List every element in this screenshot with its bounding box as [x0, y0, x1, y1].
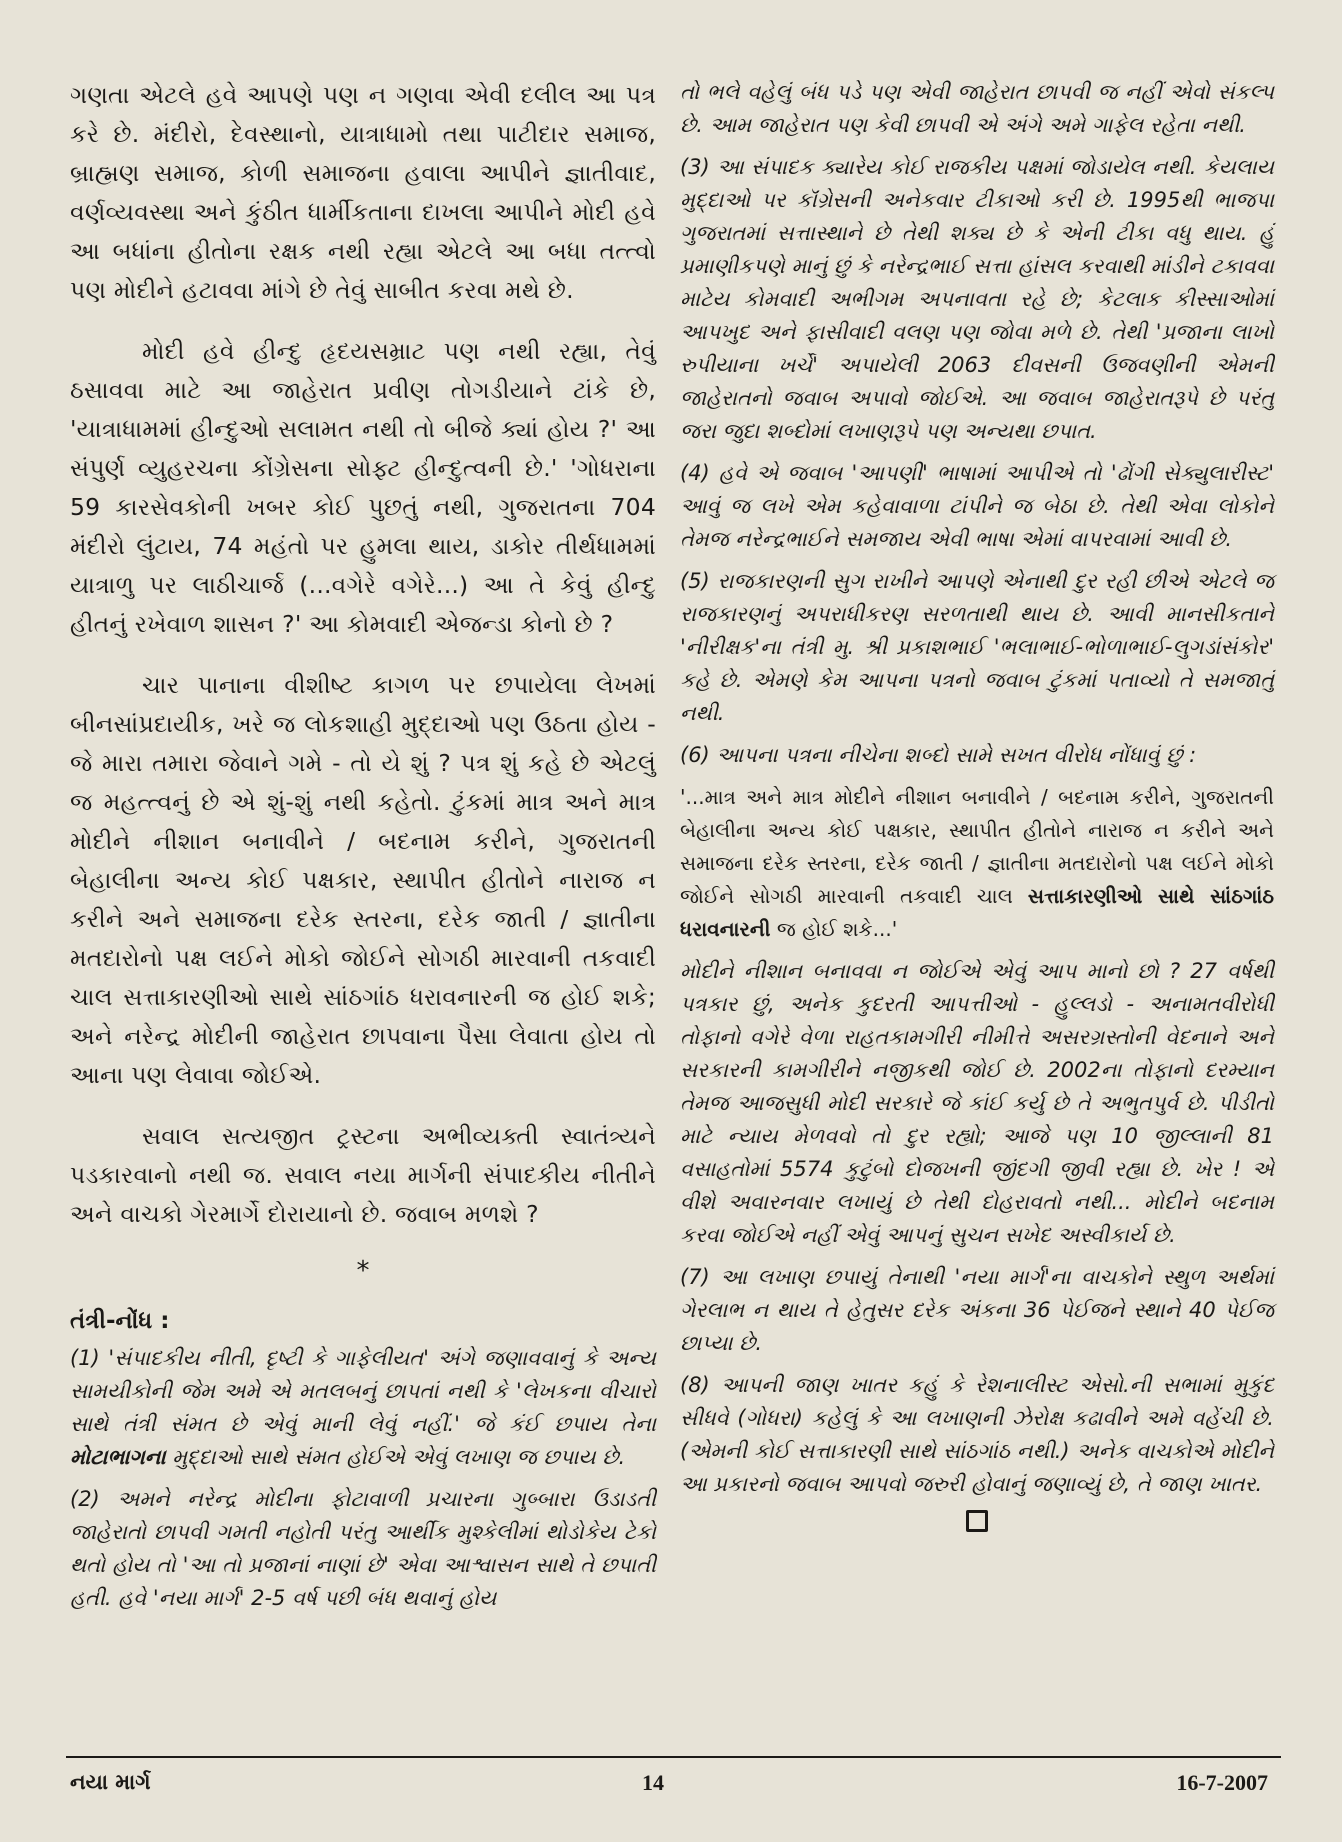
editor-note-1 [70, 1342, 656, 1474]
footer-divider [66, 1756, 1281, 1758]
editor-note-emphasis: મોટાભાગના [70, 1445, 166, 1469]
body-paragraph: ગણતા એટલે હવે આપણે પણ ન ગણવા એવી દલીલ આ પત્ર કરે છે. મંદીરો, દેવસ્થાનો, યાત્રાધામો તથા પાટીદાર સમાજ, બ્રાહ્મણ સમાજ, કોળી સમાજના હવાલા આપીને જ્ઞાતીવાદ, વર્ણવ્યવસ્થા અને કુંઠીત ધાર્મીકતાના દાખલા આપીને મોદી હવે આ બધાંના હીતોના રક્ષક નથી રહ્યા એટલે આ બધા તત્ત્વો પણ મોદીને હટાવવા માંગે છે તેવું સાબીત કરવા મથે છે. [70, 81, 656, 304]
body-paragraph: મોદી હવે હીન્દુ હૃદયસમ્રાટ પણ નથી રહ્યા, તેવું ઠસાવવા માટે આ જાહેરાત પ્રવીણ તોગડીયાને ટાંકે છે, 'યાત્રાધામમાં હીન્દુઓ સલામત નથી તો બીજે ક્યાં હોય ?' આ સંપુર્ણ વ્યુહરચના કોંગ્રેસના સોફ્ટ હીન્દુત્વની છે.' 'ગોધરાના 59 કારસેવકોની ખબર કોઈ પુછતું નથી, ગુજરાતના 704 મંદીરો લુંટાય, 74 મહંતો પર હુમલા થાય, ડાકોર તીર્થધામમાં યાત્રાળુ પર લાઠીચાર્જ (...વગેરે વગેરે...) આ તે કેવું હીન્દુ હીતનું રખેવાળ શાસન ?' આ કોમવાદી એજન્ડા કોનો છે ? [70, 337, 656, 638]
issue-date: 16-7-2007 [1176, 1770, 1268, 1795]
quote-text: જ હોઈ શકે...' [770, 917, 898, 941]
editor-note-8: (8) આપની જાણ ખાતર કહું કે રેશનાલીસ્ટ એસો.ની સભામાં મુકુંદ સીધવે (ગોધરા) કહેલું કે આ લખાણની ઝેરોક્ષ કઢાવીને અમે વહેંચી છે. (એમની કોઈ સત્તાકારણી સાથે સાંઠગાંઠ નથી.) અનેક વાચકોએ મોદીને આ પ્રકારનો જવાબ આપવો જરુરી હોવાનું જણાવ્યું છે, તે જાણ ખાતર. [680, 1373, 1274, 1496]
end-mark-icon [966, 1510, 988, 1532]
editor-note-text: (1) 'સંપાદકીય નીતી, દૃષ્ટી કે ગાફેલીયત' અંગે જણાવવાનું કે અન્ય સામયીકોની જેમ અમે એ મતલબનું છાપતાં નથી કે 'લેખકના વીચારો સાથે તંત્રી સંમત છે એવું માની લેવું નહીં.' જે કંઈ છપાય તેના [70, 1346, 656, 1436]
editor-note-6: (6) આપના પત્રના નીચેના શબ્દો સામે સખત વીરોધ નોંધાવું છું : [680, 743, 1197, 767]
body-paragraph: ચાર પાનાના વીશીષ્ટ કાગળ પર છપાયેલા લેખમાં બીનસાંપ્રદાયીક, ખરે જ લોકશાહી મુદ્દાઓ પણ ઉઠતા હોય - જે મારા તમારા જેવાને ગમે - તો યે શું ? પત્ર શું કહે છે એટલું જ મહત્ત્વનું છે એ શું-શું નથી કહેતો. ટુંકમાં માત્ર અને માત્ર મોદીને નીશાન બનાવીને / બદનામ કરીને, ગુજરાતની બેહાલીના અન્ય કોઈ પક્ષકાર, સ્થાપીત હીતોને નારાજ ન કરીને અને સમાજના દરેક સ્તરના, દરેક જાતી / જ્ઞાતીના મતદારોનો પક્ષ લઈને મોકો જોઈને સોગઠી મારવાની તકવાદી ચાલ સત્તાકારણીઓ સાથે સાંઠગાંઠ ધરાવનારની જ હોઈ શકે; અને નરેન્દ્ર મોદીની જાહેરાત છાપવાના પૈસા લેવાતા હોય તો આના પણ લેવાવા જોઈએ. [70, 671, 656, 1089]
quote-text: '...માત્ર અને માત્ર મોદીને નીશાન બનાવીને / બદનામ કરીને, ગુજરાતની બેહાલીના અન્ય કોઈ પક્ષકાર, સ્થાપીત હીતોને નારાજ ન કરીને અને સમાજના દરેક સ્તરના, દરેક જાતી / જ્ઞાતીના મતદારોનો પક્ષ લઈને મોકો જોઈને સોગઠી મારવાની તકવાદી ચાલ [680, 785, 1274, 908]
editor-note-text: મુદ્દાઓ સાથે સંમત હોઈએ એવું લખાણ જ છપાય છે. [165, 1445, 626, 1469]
editor-note-7: (7) આ લખાણ છપાયું તેનાથી 'નયા માર્ગ'ના વાચકોને સ્થુળ અર્થમાં ગેરલાભ ન થાય તે હેતુસર દરેક અંકના 36 પેઈજને સ્થાને 40 પેઈજ છાપ્યા છે. [680, 1265, 1274, 1355]
right-column [680, 76, 1274, 1532]
section-separator: * [356, 1256, 370, 1286]
quote-emphasis: સત્તાકારણીઓ સાથે સાંઠગાંઠ ધરાવનારની [680, 884, 1274, 941]
publication-name: નયા માર્ગ [70, 1770, 151, 1794]
editor-note-2: (2) અમને નરેન્દ્ર મોદીના ફોટાવાળી પ્રચારના ગુબ્બારા ઉડાડતી જાહેરાતો છાપવી ગમતી નહોતી પરંતુ આર્થીક મુશ્કેલીમાં થોડોકેય ટેકો થતો હોય તો 'આ તો પ્રજાનાં નાણાં છે' એવા આશ્વાસન સાથે તે છપાતી હતી. હવે 'નયા માર્ગ' 2-5 વર્ષ પછી બંધ થવાનું હોય [70, 1487, 656, 1610]
editor-note-4: (4) હવે એ જવાબ 'આપણી' ભાષામાં આપીએ તો 'ઢોંગી સેક્યુલારીસ્ટ' આવું જ લખે એમ કહેવાવાળા ટાંપીને જ બેઠા છે. તેથી એવા લોકોને તેમજ નરેન્દ્રભાઈને સમજાય એવી ભાષા એમાં વાપરવામાં આવી છે. [680, 461, 1274, 551]
editor-note-2-continued: તો ભલે વહેલું બંધ પડે પણ એવી જાહેરાત છાપવી જ નહીં એવો સંકલ્પ છે. આમ જાહેરાત પણ કેવી છાપવી એ અંગે અમે ગાફેલ રહેતા નથી. [680, 80, 1274, 137]
quoted-passage [680, 781, 1274, 946]
editor-note-6-continued: મોદીને નીશાન બનાવવા ન જોઈએ એવું આપ માનો છો ? 27 વર્ષથી પત્રકાર છું, અનેક કુદરતી આપત્તીઓ - હુલ્લડો - અનામતવીરોધી તોફાનો વગેરે વેળા રાહતકામગીરી નીમીત્તે અસરગ્રસ્તોની વેદનાને અને સરકારની કામગીરીને નજીકથી જોઈ છે. 2002ના તોફાનો દરમ્યાન તેમજ આજસુધી મોદી સરકારે જે કાંઈ કર્યુ છે તે અભુતપુર્વ છે. પીડીતો માટે ન્યાય મેળવવો તો દુર રહ્યો; આજે પણ 10 જીલ્લાની 81 વસાહતોમાં 5574 કુટુંબો દોજખની જીંદગી જીવી રહ્યા છે. ખેર ! એ વીશે અવારનવાર લખાયું છે તેથી દોહરાવતો નથી... મોદીને બદનામ કરવા જોઈએ નહીં એવું આપનું સુચન સખેદ અસ્વીકાર્ય છે. [680, 959, 1274, 1247]
body-paragraph: સવાલ સત્યજીત ટ્રસ્ટના અભીવ્યક્તી સ્વાતંત્ર્યને પડકારવાનો નથી જ. સવાલ નયા માર્ગની સંપાદકીય નીતીને અને વાચકો ગેરમાર્ગે દોરાયાનો છે. જવાબ મળશે ? [70, 1122, 656, 1228]
editor-note-3: (3) આ સંપાદક ક્યારેય કોઈ રાજકીય પક્ષમાં જોડાયેલ નથી. કેયલાય મુદ્દાઓ પર કૉંગ્રેસની અનેકવાર ટીકાઓ કરી છે. 1995થી ભાજપા ગુજરાતમાં સત્તાસ્થાને છે તેથી શક્ય છે કે એની ટીકા વધુ થાય. હું પ્રમાણીકપણે માનું છું કે નરેન્દ્રભાઈ સત્તા હાંસલ કરવાથી માંડીને ટકાવવા માટેય કોમવાદી અભીગમ અપનાવતા રહે છે; કેટલાક કીસ્સાઓમાં આપખુદ અને ફાસીવાદી વલણ પણ જોવા મળે છે. તેથી 'પ્રજાના લાખો રુપીયાના ખર્ચે' અપાયેલી 2063 દીવસની ઉજવણીની એમની જાહેરાતનો જવાબ અપાવો જોઈએ. આ જવાબ જાહેરાતરૂપે છે પરંતુ જરા જુદા શબ્દોમાં લખાણરૂપે પણ અન્યથા છપાત. [680, 155, 1274, 443]
editor-note-heading: તંત્રી-નોંધ : [70, 1308, 170, 1334]
page-number: 14 [642, 1770, 664, 1795]
editor-note-5: (5) રાજકારણની સુગ રાખીને આપણે એનાથી દુર રહી છીએ એટલે જ રાજકારણનું અપરાધીકરણ સરળતાથી થાય છે. આવી માનસીકતાને 'નીરીક્ષક'ના તંત્રી મુ. શ્રી પ્રકાશભાઈ 'ભલાભાઈ-ભોળાભાઈ-લુગડાંસંકોર' કહે છે. એમણે કેમ આપના પત્રનો જવાબ ટુંકમાં પતાવ્યો તે સમજાતું નથી. [680, 569, 1274, 725]
left-column [70, 76, 656, 1624]
